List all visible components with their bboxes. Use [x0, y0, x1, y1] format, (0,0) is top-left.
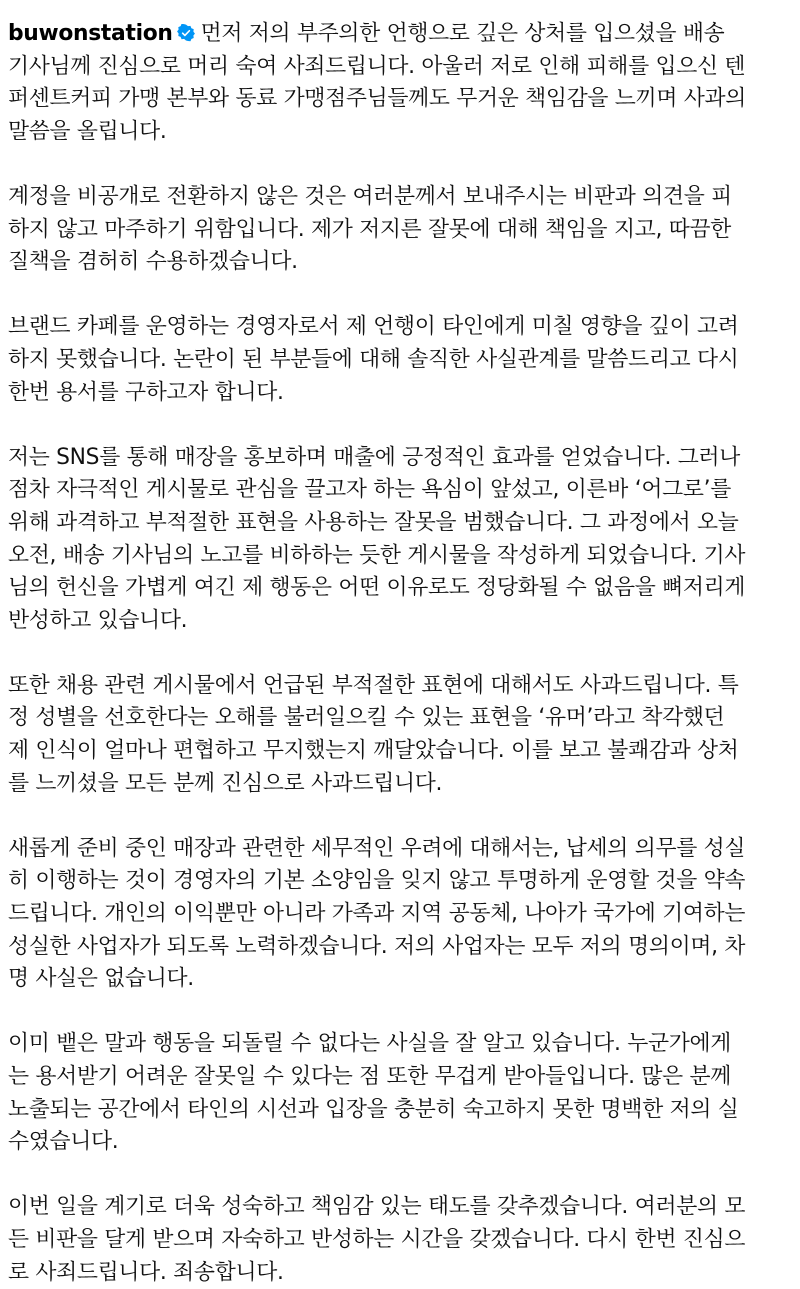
- caption-line: 위해 과격하고 부적절한 표현을 사용하는 잘못을 범했습니다. 그 과정에서 오늘: [8, 509, 739, 535]
- caption-paragraph-8: [0, 1191, 800, 1289]
- paragraph-gap: [0, 800, 800, 833]
- paragraph-gap: [0, 409, 800, 442]
- caption-line: 히 이행하는 것이 경영자의 기본 소양임을 잊지 않고 투명하게 운영할 것을 약속: [8, 868, 746, 894]
- caption-line: 계정을 비공개로 전환하지 않은 것은 여러분께서 보내주시는 비판과 의견을 피: [8, 183, 732, 209]
- caption-paragraph-1: [0, 18, 800, 148]
- caption-line: 말씀을 올립니다.: [8, 118, 167, 144]
- caption-line: 든 비판을 달게 받으며 자숙하고 반성하는 시간을 갖겠습니다. 다시 한번 진심으: [8, 1226, 746, 1252]
- caption-line: 님의 헌신을 가볍게 여긴 제 행동은 어떤 이유로도 정당화될 수 없음을 뼈저리게: [8, 575, 746, 601]
- caption-line: 하지 않고 마주하기 위함입니다. 제가 저지른 잘못에 대해 책임을 지고, 따끔한: [8, 216, 731, 242]
- caption-line: 노출되는 공간에서 타인의 시선과 입장을 충분히 숙고하지 못한 명백한 저의 실: [8, 1096, 739, 1122]
- caption-line: 퍼센트커피 가맹 본부와 동료 가맹점주님들께도 무거운 책임감을 느끼며 사과의: [8, 86, 746, 112]
- caption-line: 수였습니다.: [8, 1129, 119, 1155]
- caption-line: 점차 자극적인 게시물로 관심을 끌고자 하는 욕심이 앞섰고, 이른바 ‘어그로’를: [8, 477, 731, 503]
- caption-line: 성실한 사업자가 되도록 노력하겠습니다. 저의 사업자는 모두 저의 명의이며, 차: [8, 933, 746, 959]
- caption-line: 질책을 겸허히 수용하겠습니다.: [8, 249, 298, 275]
- caption-paragraph-5: [0, 670, 800, 800]
- caption-line: [0, 18, 800, 51]
- caption-line: 이미 뱉은 말과 행동을 되돌릴 수 없다는 사실을 잘 알고 있습니다. 누군가에게: [8, 1031, 731, 1057]
- caption-line: 를 느끼셨을 모든 분께 진심으로 사과드립니다.: [8, 770, 443, 796]
- caption-paragraph-3: [0, 311, 800, 409]
- paragraph-gap: [0, 148, 800, 181]
- caption-line: 정 성별을 선호한다는 오해를 불러일으킬 수 있는 표현을 ‘유머’라고 착각했던: [8, 705, 725, 731]
- caption-line: 또한 채용 관련 게시물에서 언급된 부적절한 표현에 대해서도 사과드립니다. 특: [8, 672, 739, 698]
- caption-line: 로 사죄드립니다. 죄송합니다.: [8, 1259, 284, 1285]
- caption-line: 명 사실은 없습니다.: [8, 966, 194, 992]
- caption-line: 드립니다. 개인의 이익뿐만 아니라 가족과 지역 공동체, 나아가 국가에 기여하는: [8, 901, 746, 927]
- username-link[interactable]: buwonstation: [8, 21, 173, 46]
- caption-line: 반성하고 있습니다.: [8, 607, 188, 633]
- caption-line: 오전, 배송 기사님의 노고를 비하하는 듯한 게시물을 작성하게 되었습니다. 기사: [8, 542, 746, 568]
- paragraph-gap: [0, 996, 800, 1029]
- caption-line: 제 인식이 얼마나 편협하고 무지했는지 깨달았습니다. 이를 보고 불쾌감과 상처: [8, 738, 739, 764]
- caption-paragraph-4: [0, 442, 800, 638]
- verified-badge-icon: [177, 24, 195, 42]
- caption-line: 는 용서받기 어려운 잘못일 수 있다는 점 또한 무겁게 받아들입니다. 많은 분께: [8, 1064, 731, 1089]
- paragraph-gap: [0, 637, 800, 670]
- caption-line: 저는 SNS를 통해 매장을 홍보하며 매출에 긍정적인 효과를 얻었습니다. 그러나: [8, 444, 741, 470]
- caption-first-line-text: 먼저 저의 부주의한 언행으로 깊은 상처를 입으셨을 배송: [200, 21, 725, 46]
- caption-paragraph-7: [0, 1028, 800, 1158]
- caption-paragraph-2: [0, 181, 800, 279]
- caption-line: 기사님께 진심으로 머리 숙여 사죄드립니다. 아울러 저로 인해 피해를 입으신 텐: [8, 53, 746, 79]
- caption-line: 브랜드 카페를 운영하는 경영자로서 제 언행이 타인에게 미칠 영향을 깊이 고려: [8, 314, 739, 340]
- caption-line: 한번 용서를 구하고자 합니다.: [8, 379, 284, 405]
- caption-paragraph-6: [0, 833, 800, 996]
- caption-line: 이번 일을 계기로 더욱 성숙하고 책임감 있는 태도를 갖추겠습니다. 여러분의 모: [8, 1194, 746, 1220]
- caption-line: 하지 못했습니다. 논란이 된 부분들에 대해 솔직한 사실관계를 말씀드리고 다시: [8, 346, 739, 372]
- paragraph-gap: [0, 279, 800, 312]
- paragraph-gap: [0, 1159, 800, 1192]
- caption-line: 새롭게 준비 중인 매장과 관련한 세무적인 우려에 대해서는, 납세의 의무를 성실: [8, 835, 746, 861]
- post-caption: [0, 18, 800, 1289]
